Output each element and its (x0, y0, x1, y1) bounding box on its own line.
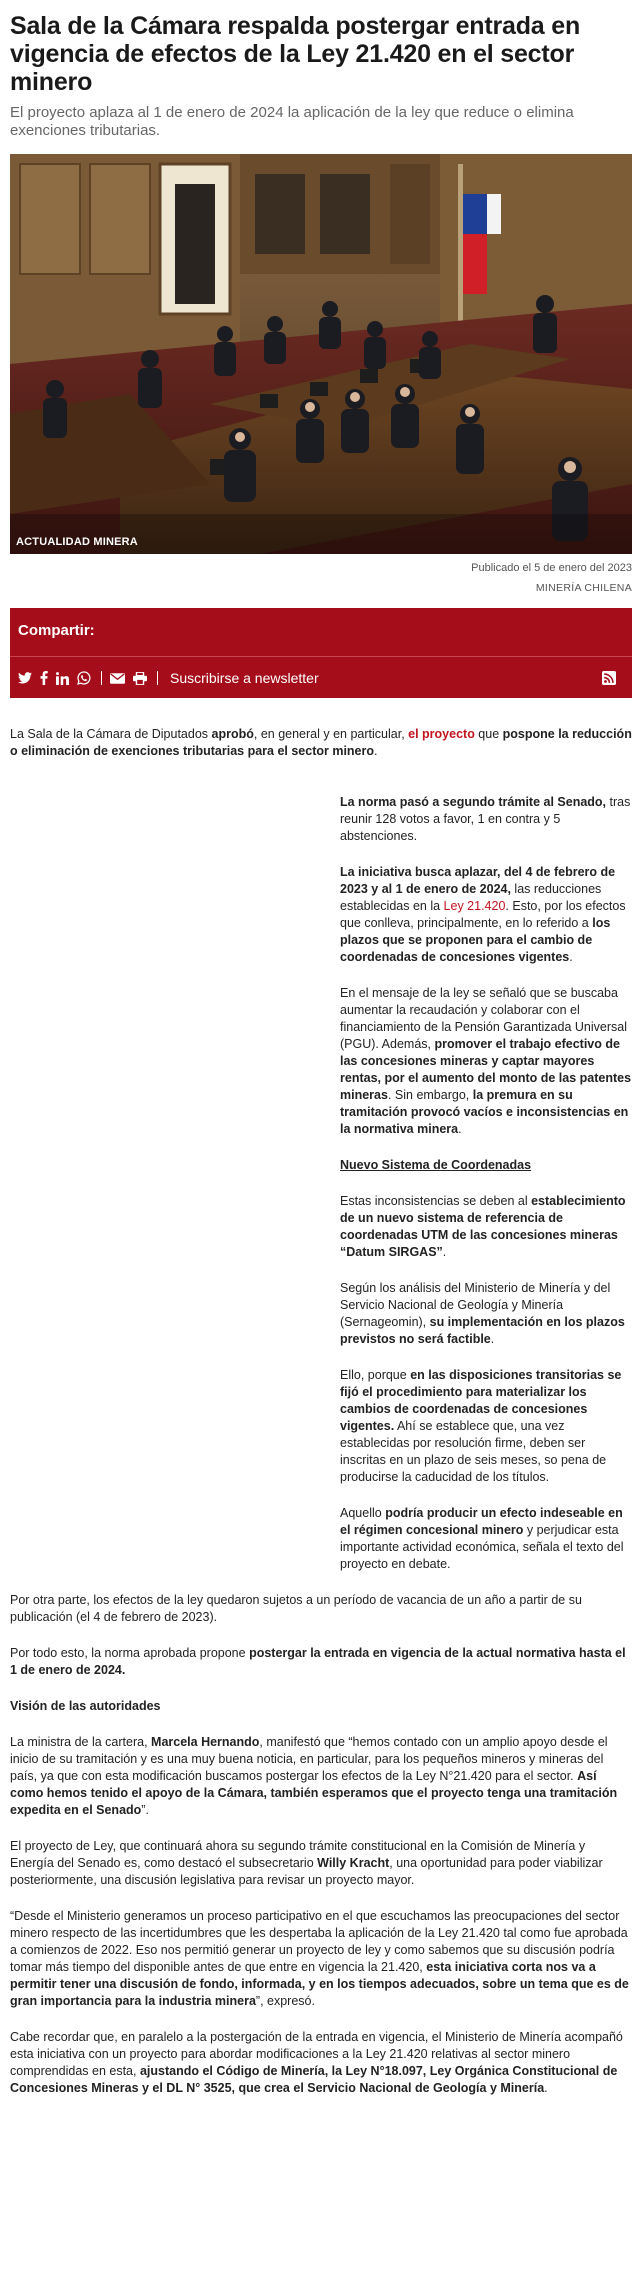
body-text: Por todo esto, la norma aprobada propone (10, 1646, 250, 1660)
lead-text-3: que (474, 727, 503, 741)
col-bold: promover el trabajo efectivo de las concesiones mineras y captar mayores rentas, por el aumento del monto de las patentes mineras (340, 1037, 632, 1102)
body-bold: Willy Kracht (317, 1856, 390, 1870)
lead-bold-2: pospone la reducción o eliminación de exenciones tributarias para el sector minero (10, 727, 632, 758)
image-caption: ACTUALIDAD MINERA (16, 536, 138, 548)
body-text: , manifestó que “hemos contado con un amplio apoyo desde el inicio de su tramitación y es una muy buena noticia, en particular, para los pequeños mineros y mineras del país, ya que con esta modificación buscamos postergar los efectos de la Ley N°21.420 para el sector. (10, 1735, 608, 1783)
col-bold: podría producir un efecto indeseable en el régimen concesional minero (340, 1506, 623, 1537)
col-text: . Esto, por los efectos que conlleva, principalmente, en lo referido a (340, 899, 626, 930)
body-text: ”. (141, 1803, 149, 1817)
col-text: . (490, 1332, 495, 1346)
col-text: Según los análisis del Ministerio de Minería y del Servicio Nacional de Geología y Minería (Sernageomin), (340, 1281, 611, 1329)
facebook-icon[interactable] (40, 670, 48, 686)
col-bold: establecimiento de un nuevo sistema de referencia de coordenadas UTM de las concesiones mineras “Datum SIRGAS” (340, 1194, 626, 1259)
article-subhead: El proyecto aplaza al 1 de enero de 2024 la aplicación de la ley que reduce o elimina exenciones tributarias. (10, 104, 574, 139)
body-text: El proyecto de Ley, que continuará ahora su segundo trámite constitucional en la Comisión de Minería y Energía del Senado es, como destacó el subsecretario (10, 1839, 586, 1870)
col-bold: en las disposiciones transitorias se fijó el procedimiento para materializar los cambios de coordenadas de concesiones vigentes. (340, 1368, 622, 1433)
linkedin-icon[interactable] (56, 670, 69, 686)
source-label: MINERÍA CHILENA (535, 582, 632, 594)
body-paragraph-2 (10, 1645, 632, 1679)
share-toolbar (18, 668, 624, 688)
body-text: , una oportunidad para poder viabilizar posteriormente, una discusión legislativa para revisar un proyecto mayor. (10, 1856, 603, 1887)
column-paragraph-2 (340, 864, 632, 966)
lead-bold-1: aprobó (211, 727, 254, 741)
col-bold: su implementación en los plazos previstos no será factible (340, 1315, 625, 1346)
body-paragraph-1: Por otra parte, los efectos de la ley quedaron sujetos a un período de vacancia de un año a partir de su publicación (el 4 de febrero de 2023). (10, 1593, 582, 1624)
col-text: y perjudicar esta importante actividad económica, señala el texto del proyecto en debate. (340, 1523, 624, 1571)
body-paragraph-3 (10, 1734, 632, 1819)
rss-icon[interactable] (602, 670, 616, 686)
lead-text-1: La Sala de la Cámara de Diputados (10, 727, 212, 741)
newsletter-link[interactable]: Suscribirse a newsletter (170, 670, 319, 686)
column-paragraph-4 (340, 1193, 632, 1261)
body-bold: postergar la entrada en vigencia de la actual normativa hasta el 1 de enero de 2024. (10, 1646, 626, 1677)
share-divider (10, 656, 632, 657)
article-body (10, 1592, 632, 2097)
publish-date: Publicado el 5 de enero del 2023 (471, 562, 632, 574)
column-paragraph-6 (340, 1367, 632, 1486)
sidebar-column (340, 794, 632, 1573)
col-bold: los plazos que se proponen para el cambio de coordenadas de concesiones vigentes (340, 916, 611, 964)
section-heading-authorities: Visión de las autoridades (10, 1699, 161, 1713)
body-paragraph-4 (10, 1838, 632, 1889)
col-text: Ahí se establece que, una vez establecidas por resolución firme, deben ser inscritas en un plazo de seis meses, so pena de producirse la caducidad de los títulos. (340, 1419, 607, 1484)
lead-paragraph (10, 726, 632, 760)
body-paragraph-6 (10, 2029, 632, 2097)
hero-image (10, 154, 632, 554)
article-headline: Sala de la Cámara respalda postergar entrada en vigencia de efectos de la Ley 21.420 en el sector minero (10, 12, 581, 96)
col-text: . (458, 1122, 462, 1136)
col-text: . (569, 950, 573, 964)
column-paragraph-7 (340, 1505, 632, 1573)
whatsapp-icon[interactable] (77, 670, 91, 686)
body-bold: Marcela Hernando (151, 1735, 260, 1749)
chamber-photo (10, 154, 632, 554)
email-icon[interactable] (110, 670, 125, 686)
twitter-icon[interactable] (18, 670, 32, 686)
body-bold: Así como hemos tenido el apoyo de la Cámara, también esperamos que el proyecto tenga una tramitación expedita en el Senado (10, 1769, 618, 1817)
share-box (10, 608, 632, 698)
col-text: En el mensaje de la ley se señaló que se buscaba aumentar la recaudación y colaborar con el financiamiento de la Pensión Garantizada Universal (PGU). Además, (340, 986, 627, 1051)
body-text: Cabe recordar que, en paralelo a la postergación de la entrada en vigencia, el Ministerio de Minería acompañó esta iniciativa con un proyecto para abordar modificaciones a la Ley 21.420 relativas al sector minero comprendidas en esta, (10, 2030, 623, 2078)
col-bold: La iniciativa busca aplazar, del 4 de febrero de 2023 y al 1 de enero de 2024, (340, 865, 616, 896)
project-link[interactable]: el proyecto (408, 727, 475, 741)
body-bold: esta iniciativa corta nos va a permitir tener una discusión de fondo, informada, y en los tiempos adecuados, sobre un tema que es de gran importancia para la industria minera (10, 1960, 629, 2008)
body-text: ”, expresó. (255, 1994, 315, 2008)
law-link[interactable]: Ley 21.420 (443, 899, 506, 913)
col-text: . Sin embargo, (387, 1088, 473, 1102)
col-bold: la premura en su tramitación provocó vacíos e inconsistencias en la normativa minera (340, 1088, 629, 1136)
col-bold: La norma pasó a segundo trámite al Senado, (340, 795, 607, 809)
col-text: tras reunir 128 votos a favor, 1 en contra y 5 abstenciones. (340, 795, 631, 843)
lead-text-2: , en general y en particular, (253, 727, 409, 741)
share-separator (101, 671, 102, 685)
share-title: Compartir: (18, 622, 95, 639)
col-text: Ello, porque (340, 1368, 411, 1382)
lead-text-4: . (374, 744, 378, 758)
body-text: . (544, 2081, 548, 2095)
body-text: “Desde el Ministerio generamos un proceso participativo en el que escuchamos las preocupaciones del sector minero respecto de las incertidumbres que les despertaba la aplicación de la Ley 21.420 tal como fue aprobada a comienzos de 2022. Eso nos permitió generar un proyecto de ley y como sabemos que su discusión podría tomar más tiempo del disponible antes de que entre en vigencia la 21.420, (10, 1909, 628, 1974)
col-text: . (442, 1245, 447, 1259)
print-icon[interactable] (133, 670, 147, 686)
share-separator-2 (157, 671, 158, 685)
col-text: Aquello (340, 1506, 386, 1520)
section-heading-coordinates: Nuevo Sistema de Coordenadas (340, 1158, 532, 1172)
body-bold: ajustando el Código de Minería, la Ley N°18.097, Ley Orgánica Constitucional de Concesiones Mineras y el DL N° 3525, que crea el Servicio Nacional de Geología y Minería (10, 2064, 618, 2095)
col-text: Estas inconsistencias se deben al (340, 1194, 532, 1208)
body-text: La ministra de la cartera, (10, 1735, 152, 1749)
column-paragraph-3 (340, 985, 632, 1138)
column-paragraph-1 (340, 794, 632, 845)
column-paragraph-5 (340, 1280, 632, 1348)
col-text: las reducciones establecidas en la (340, 882, 602, 913)
body-paragraph-5 (10, 1908, 632, 2010)
